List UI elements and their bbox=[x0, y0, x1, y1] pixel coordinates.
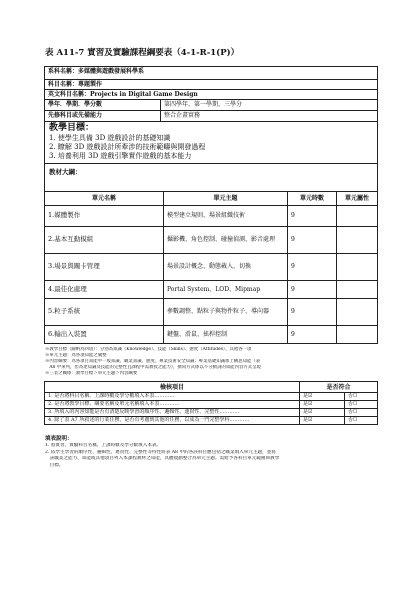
col-header-unit: 單元名稱 bbox=[45, 192, 164, 206]
unit-hours: 9 bbox=[288, 205, 337, 226]
unit-topic: Portal System、LOD、Mipmap bbox=[164, 280, 288, 298]
note-line: A8 中來列，但為達知識及技能的完整性且課程中需教授之能力），撰寫方式係以不分動詞的知能內容方式呈現 bbox=[45, 365, 261, 370]
unit-topic: 攝影機、角色控制、碰撞偵測、影音處理 bbox=[164, 227, 288, 254]
check-yes[interactable]: 是☑ bbox=[300, 417, 345, 425]
col-header-topic: 單元主題 bbox=[164, 192, 288, 206]
goal-item: 3. 培養利用 3D 遊戲引擎實作遊戲的基本能力 bbox=[49, 152, 192, 160]
outline-label: 教材大綱： bbox=[49, 168, 82, 176]
check-item: 1. 是否將科目名稱、上課時數及學分數填入本表………… bbox=[45, 393, 300, 401]
unit-attr bbox=[337, 254, 378, 281]
table-row bbox=[45, 254, 378, 281]
check-item: 3. 所填入的內容知能是否有清楚反映學習的順序性、邏輯性、連貫性、完整性………… bbox=[45, 409, 300, 417]
year-label: 學年．學期．學分數 bbox=[45, 100, 161, 110]
check-item: 2. 是否將教學目標、綱要名稱及單元名稱填入本表………… bbox=[45, 401, 300, 409]
check-table bbox=[44, 381, 378, 425]
unit-hours: 9 bbox=[288, 254, 337, 281]
fill-note-line: 2. 依學生學習的順序性、邏輯性、連貫性、完整性等特性將表 A8 中的各該科目應包括之職業填入單元主題，並將 bbox=[45, 449, 276, 455]
check-no[interactable]: 否☐ bbox=[345, 409, 378, 417]
year-value: 第四學年、第一學期、三學分 bbox=[164, 101, 243, 108]
course-name-zh: 科目名稱：專題製作 bbox=[48, 81, 103, 88]
goals-label: 教學目標： bbox=[49, 123, 95, 133]
check-row bbox=[45, 401, 378, 409]
fill-note-line: 1. 將實習、實驗科目名稱，上課時數及學分數填入本表。 bbox=[45, 443, 162, 448]
year-row bbox=[45, 100, 377, 111]
course-name-en: 英文科目名稱：Projects in Digital Game Design bbox=[48, 91, 198, 98]
note-line: ※教學目標（歸納為四項）：分別為知識（Knowledge）、技能（Skills）、態度（Attitudes）、其他各一項 bbox=[45, 347, 252, 352]
course-header-box bbox=[44, 66, 378, 164]
table-row bbox=[45, 325, 378, 343]
col-header-hours: 單元時數 bbox=[288, 192, 337, 206]
page-title: 表 A11-7 實習及實驗課程綱要表（4-1-R-1(P)） bbox=[45, 48, 240, 58]
table-row bbox=[45, 227, 378, 254]
goal-item: 2. 瞭解 3D 遊戲設計所牽涉的技術範疇與開發過程 bbox=[49, 143, 206, 151]
fill-note-label: 填表說明： bbox=[45, 436, 73, 442]
course-name-zh-row bbox=[45, 80, 377, 90]
table-header-row bbox=[45, 192, 378, 206]
unit-name: 4.最佳化處理 bbox=[45, 280, 164, 298]
goal-item: 1. 使學生具備 3D 遊戲設計的基礎知識 bbox=[49, 134, 171, 142]
check-yes[interactable]: 是☑ bbox=[300, 393, 345, 401]
check-yes[interactable]: 是☑ bbox=[300, 409, 345, 417]
prereq-value: 整合企畫實務 bbox=[164, 112, 201, 119]
unit-attr bbox=[337, 325, 378, 343]
unit-hours: 9 bbox=[288, 325, 337, 343]
table-row bbox=[45, 205, 378, 226]
fill-note-line: 該職業之能力、知能或其他項目列入本課程教材之知能，具體規劃整合為單元主題。需給予各科目單元範圍與教學 bbox=[45, 456, 280, 461]
dept-row bbox=[45, 67, 377, 80]
check-header-result: 是否符合 bbox=[300, 382, 378, 393]
prereq-label: 先修科目或先備能力 bbox=[45, 111, 161, 121]
table-row bbox=[45, 280, 378, 298]
check-header-item: 檢核項目 bbox=[45, 382, 300, 393]
notes-block bbox=[45, 347, 375, 377]
unit-topic: 場景設計概念、動態載入、切換 bbox=[164, 254, 288, 281]
unit-topic: 模型建立規則、場景組織技術 bbox=[164, 205, 288, 226]
unit-attr bbox=[337, 280, 378, 298]
unit-name: 6.輸出入裝置 bbox=[45, 325, 164, 343]
check-no[interactable]: 否☐ bbox=[345, 417, 378, 425]
fill-note-line: 目標。 bbox=[45, 462, 64, 468]
check-row bbox=[45, 393, 378, 401]
unit-name: 5.粒子系統 bbox=[45, 299, 164, 326]
unit-attr bbox=[337, 205, 378, 226]
check-no[interactable]: 否☐ bbox=[345, 393, 378, 401]
check-header-row bbox=[45, 382, 378, 393]
check-no[interactable]: 否☐ bbox=[345, 401, 378, 409]
check-item: 4. 除了表 A7 所敘述的行業任務，是否有考慮到其他的任務，以成為一門完整學科………… bbox=[45, 417, 300, 425]
check-yes[interactable]: 是☑ bbox=[300, 401, 345, 409]
unit-hours: 9 bbox=[288, 299, 337, 326]
dept-label: 系科名稱：多媒體與遊戲發展科學系 bbox=[48, 68, 145, 75]
col-header-attr: 單元屬性 bbox=[337, 192, 378, 206]
note-line: ※單元主題：為各項知能之彙整 bbox=[45, 353, 107, 358]
unit-topic: 鍵盤、滑鼠、搖桿控制 bbox=[164, 325, 288, 343]
unit-hours: 9 bbox=[288, 280, 337, 298]
course-name-en-row bbox=[45, 90, 377, 100]
goals-block bbox=[45, 122, 377, 165]
unit-attr bbox=[337, 227, 378, 254]
check-row bbox=[45, 409, 378, 417]
note-line: ※三者之關係：教學目標＞單元主題＞內容綱要 bbox=[45, 371, 138, 376]
unit-name: 2.基本互動模組 bbox=[45, 227, 164, 254]
unit-hours: 9 bbox=[288, 227, 337, 254]
unit-topic: 參數調整、點粒子與物件粒子、導向器 bbox=[164, 299, 288, 326]
course-table bbox=[44, 191, 378, 344]
unit-name: 1.媒體製作 bbox=[45, 205, 164, 226]
unit-name: 3.場景與關卡管理 bbox=[45, 254, 164, 281]
check-row bbox=[45, 417, 378, 425]
outline-block bbox=[44, 164, 378, 191]
unit-attr bbox=[337, 299, 378, 326]
note-line: ※內容綱要：為各項目知能中一般知識、職業知識、態度、專業技術安全知識；專業基礎知識加上構思知能（表 bbox=[45, 359, 261, 364]
table-row bbox=[45, 299, 378, 326]
fill-note-block bbox=[45, 443, 377, 469]
prereq-row bbox=[45, 111, 377, 122]
